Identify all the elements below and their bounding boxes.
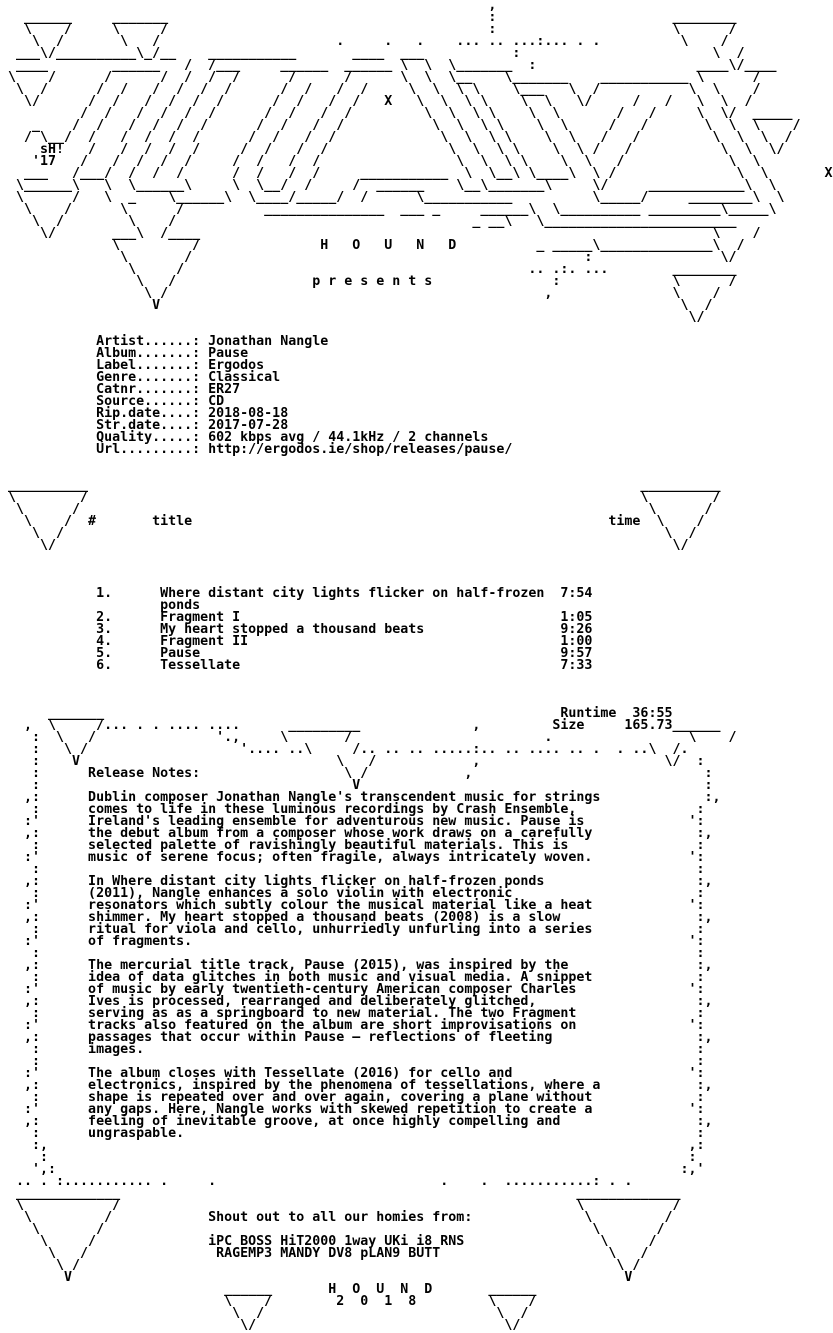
nfo-line: \ / 2 0 1 8 \ /	[0, 1294, 537, 1309]
nfo-line: \ / \ /	[0, 526, 697, 541]
nfo-line: :' of fragments. ':	[0, 934, 705, 949]
nfo-line: Label.......: Ergodos	[0, 358, 265, 373]
nfo-line: \ / iPC BOSS HiT2000 1way UKi i8 RNS \ /	[0, 1234, 657, 1249]
nfo-line: _____________ _____________	[0, 1186, 681, 1201]
nfo-line: \ / .. .:. ... ________	[0, 262, 737, 277]
nfo-line: \ / Shout out to all our homies from: \ /	[0, 1210, 673, 1225]
nfo-line: \ / \ /	[0, 490, 721, 505]
nfo-line: , \ /... . . .... .... _________ , Size 165.73______	[0, 718, 721, 733]
nfo-line: : ritual for viola and cello, unhurriedly unfurling into a series :	[0, 922, 705, 937]
nfo-line: : \ / '.... ..\ /.. .. .. .....:.. .. .... .. . . ..\ /.	[0, 742, 689, 757]
nfo-line: 5. Pause 9:57	[0, 646, 593, 661]
nfo-line: ,: passages that occur within Pause – reflections of fleeting :,	[0, 1030, 713, 1045]
nfo-line: ,: Ives is processed, rearranged and deliberately glitched, :,	[0, 994, 713, 1009]
nfo-line: \ / \ _ \______\ \____/_____/ / \___________ \_____/ ________\ \	[0, 190, 785, 205]
nfo-line: 1. Where distant city lights flicker on half-frozen 7:54	[0, 586, 593, 601]
nfo-line: Catnr.......: ER27	[0, 382, 241, 397]
nfo-line: : :	[0, 1150, 697, 1165]
nfo-line: : (2011), Nangle enhances a solo violin with electronic :	[0, 886, 705, 901]
nfo-line: :' music of serene focus; often fragile, always intricately woven. ':	[0, 850, 705, 865]
nfo-line: _______ Runtime 36:55	[0, 706, 673, 721]
nfo-line: ,: In Where distant city lights flicker on half-frozen ponds :,	[0, 874, 713, 889]
nfo-line: \ / , \ /	[0, 286, 721, 301]
nfo-line: Url.........: http://ergodos.ie/shop/releases/pause/	[0, 442, 513, 457]
nfo-line: : idea of data glitches in both music and visual media. A snippet :	[0, 970, 705, 985]
nfo-line: ,: the debut album from a composer whose work draws on a carefully :,	[0, 826, 713, 841]
nfo-line: \/ \/	[0, 1318, 521, 1333]
nfo-line: \ / \ /	[0, 1198, 681, 1213]
nfo-line: Genre.......: Classical	[0, 370, 281, 385]
nfo-line: V V	[0, 1270, 633, 1285]
nfo-line: _ / / / / / / / / / / \ \ \ \ \ \ / / \ \ \ /	[0, 118, 801, 133]
nfo-line: \ / \ /	[0, 1258, 641, 1273]
nfo-line: : shape is repeated over and over again, covering a plane without :	[0, 1090, 705, 1105]
nfo-line: : V :	[0, 778, 713, 793]
nfo-line: ______ _______ : ________	[0, 10, 737, 25]
nfo-line: / \__/ / / / / / / / / / \ \ \ \ \ \ / / \ \ \ /	[0, 130, 793, 145]
nfo-line: : :	[0, 946, 705, 961]
nfo-line: : Release Notes: \ / , :	[0, 766, 713, 781]
nfo-line: :, ,:	[0, 1138, 705, 1153]
nfo-line: Rip.date....: 2018-08-18	[0, 406, 289, 421]
nfo-line: __________ __________	[0, 478, 721, 493]
nfo-line: Source......: CD	[0, 394, 225, 409]
nfo-line	[0, 564, 833, 576]
nfo-line: \ / / / / / / / / \ \ \__ \_______ ___________ \ /	[0, 70, 761, 85]
nfo-line: \ / : \/	[0, 250, 737, 265]
nfo-line	[0, 456, 833, 468]
nfo-line: : images. :	[0, 1042, 705, 1057]
nfo-line: \ / \ /	[0, 1222, 665, 1237]
nfo-line: :' The album closes with Tessellate (2016) for cello and ':	[0, 1066, 705, 1081]
nfo-line: \ / RAGEMP3 MANDY DV8 pLAN9 BUTT \ /	[0, 1246, 649, 1261]
nfo-line: 3. My heart stopped a thousand beats 9:26	[0, 622, 593, 637]
nfo-line: 2. Fragment I 1:05	[0, 610, 593, 625]
nfo-line: \ / \ / . . . ... .. ...:... . . \ /	[0, 34, 729, 49]
nfo-line: \ / H O U N D _ _____\______________\ /	[0, 238, 745, 253]
nfo-line: Album.......: Pause	[0, 346, 249, 361]
nfo-line: ',: :,'	[0, 1162, 705, 1177]
nfo-line: \ / # title time \ /	[0, 514, 705, 529]
nfo-line: : selected palette of ravishingly beautiful materials. This is :	[0, 838, 705, 853]
nfo-line: :' of music by early twentieth-century American composer Charles ':	[0, 982, 705, 997]
nfo-line: 4. Fragment II 1:00	[0, 634, 593, 649]
nfo-line: \/ ___\ /____ \ /	[0, 226, 761, 241]
nfo-line: : V \ / , \/ :	[0, 754, 705, 769]
nfo-line: : ungraspable. :	[0, 1126, 705, 1141]
nfo-line: ___\/__________\_/__ ___________ ____ ___ : \ /	[0, 46, 745, 61]
nfo-line: \ / p r e s e n t s : \ /	[0, 274, 737, 289]
nfo-line: \ / \ /	[0, 1306, 529, 1321]
nfo-line: 6. Tessellate 7:33	[0, 658, 593, 673]
nfo-line: ,: Dublin composer Jonathan Nangle's transcendent music for strings :,	[0, 790, 721, 805]
nfo-line: ___ /___/ / / / / / / / ___________ \ \__\ \____\ \ / \ \ X	[0, 166, 833, 181]
nfo-line: Quality.....: 602 kbps avg / 44.1kHz / 2 channels	[0, 430, 489, 445]
nfo-line: \ / \ /	[0, 502, 713, 517]
nfo-line	[0, 672, 833, 684]
nfo-line: ,: shimmer. My heart stopped a thousand beats (2008) is a slow :,	[0, 910, 713, 925]
nfo-line: ____ ______ / /___ ______ ______ \ \ \_______ : ____\/____	[0, 58, 777, 73]
nfo-line: \/ \/	[0, 538, 689, 553]
nfo-line: ,: electronics, inspired by the phenomena of tessellations, where a :,	[0, 1078, 713, 1093]
nfo-line: \ / \ / _______________ ___ _ ______\ \__________ _________\_____\	[0, 202, 777, 217]
nfo-line: Artist......: Jonathan Nangle	[0, 334, 329, 349]
nfo-line	[0, 552, 833, 564]
nfo-line: \ / / / / / / / / / / / \ \ \ \ \___ \ / \ \ /	[0, 82, 761, 97]
nfo-line: :' any gaps. Here, Nangle works with skewed repetition to create a ':	[0, 1102, 705, 1117]
nfo-line: ,: The mercurial title track, Pause (2015), was inspired by the :,	[0, 958, 713, 973]
nfo-line: : :	[0, 1054, 705, 1069]
nfo-line: .. . :........... . . . . ...........: . .	[0, 1174, 633, 1189]
nfo-line: ______ H O U N D ______	[0, 1282, 537, 1297]
nfo-line: \/	[0, 310, 705, 325]
nfo-line: \/ / / / / / / / / / / X \ \ \ \ \ \ \/ / / \ \ /	[0, 94, 753, 109]
nfo-line: :' tracks also featured on the album are short improvisations on ':	[0, 1018, 705, 1033]
nfo-line: :' resonators which subtly colour the musical material like a heat ':	[0, 898, 705, 913]
nfo-line: sH! / / / / / / / / / \ \ \ \ \ \ / / \ \ \/	[0, 142, 785, 157]
nfo-line: :' Ireland's leading ensemble for adventurous new music. Pause is ':	[0, 814, 705, 829]
nfo-line: \ / \ / : \ /	[0, 22, 737, 37]
nfo-line: \ / \ / _ __\ \________________________	[0, 214, 737, 229]
nfo-line	[0, 684, 833, 696]
nfo-line: : :	[0, 862, 705, 877]
nfo-line: : comes to life in these luminous recordings by Crash Ensemble, :	[0, 802, 705, 817]
nfo-line: ,: feeling of inevitable groove, at once highly compelling and :,	[0, 1114, 713, 1129]
nfo-line: V \ /	[0, 298, 713, 313]
nfo-line: '17 / / / / / / / / / \ \ \ \ \ \ / \ \	[0, 154, 761, 169]
nfo-line: / / / / / / / / / / \ \ \ \ \ \ / / \ \/ _____	[0, 106, 793, 121]
nfo-line: : \ / '., \ / . \ /	[0, 730, 737, 745]
nfo-line: Str.date....: 2017-07-28	[0, 418, 289, 433]
nfo-line: \______\ \ \______\ \ \__/ / / ______ \__\_______\ \/ ____________\ \	[0, 178, 777, 193]
nfo-line: : serving as as a springboard to new material. The two Fragment :	[0, 1006, 705, 1021]
nfo-line: ponds	[0, 598, 201, 613]
nfo-line: ,	[0, 0, 497, 13]
